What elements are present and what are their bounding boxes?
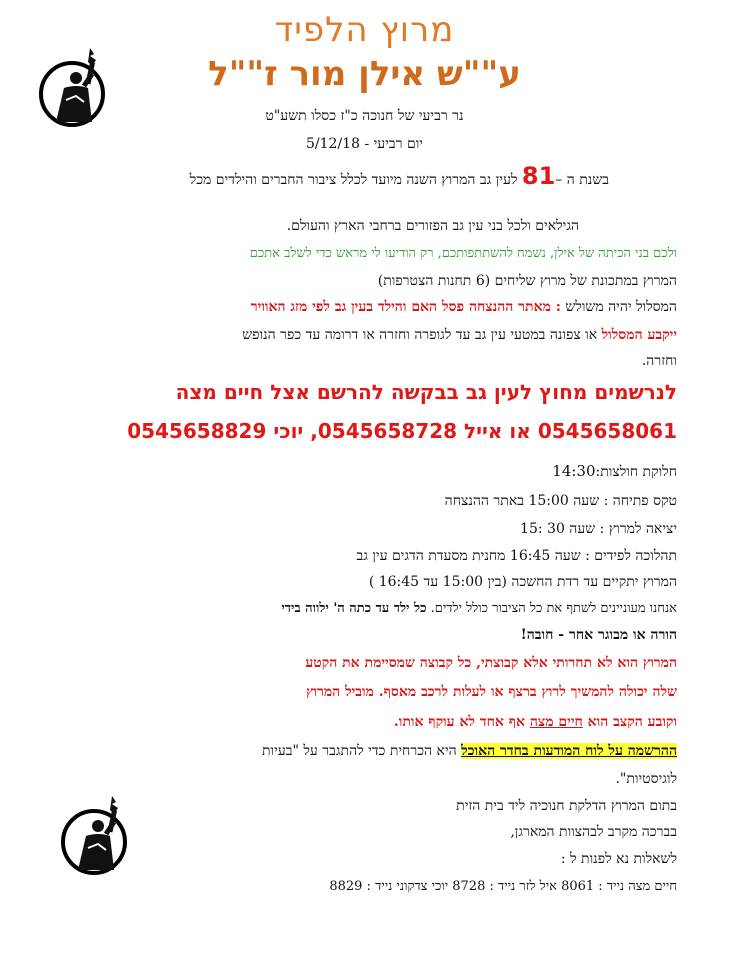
route-line3: [22, 327, 677, 344]
closing-line2: בברכה מקרב לבהצוות המארגן,: [510, 824, 677, 840]
notes-line1-bold: כל ילד עד כתה ה' ילווה בידי: [281, 601, 427, 616]
schedule-parade: תהלוכה לפידים : שעה 16:45 מחנית מסעדת הדגים עין גב: [356, 548, 677, 564]
notes-red3-end: אף אחד לא עוקף אותו.: [393, 714, 525, 730]
closing-line3: לשאלות נא לפנות ל :: [560, 851, 677, 867]
title-line1: מרוץ הלפיד: [274, 10, 455, 50]
route-line1: המרוץ במתכונת של מרוץ שליחים (6 תחנות הצטרפות): [377, 273, 677, 289]
intro-line2: הגילאים ולכל בני עין גב הפזורים ברחבי הארץ והעולם.: [286, 218, 579, 234]
notes-red2: שלה יכולה להמשיך לרוץ ברצף או לעלות לרכב מאסף. מוביל המרוץ: [306, 684, 677, 700]
schedule-opening: טקס פתיחה : שעה 15:00 באתר ההנצחה: [444, 493, 677, 509]
closing-contacts: חיים מצה נייד : 8061 איל לזר נייד : 8728 יוכי צדקוני נייד : 8829: [329, 879, 677, 894]
notes-red3-start: וקובע הקצב הוא: [587, 714, 677, 730]
schedule-departure: יציאה למרוץ : שעה 30 :15: [520, 521, 677, 537]
route-line2: [22, 299, 677, 316]
shirts-label: חלוקת חולצות:: [595, 464, 677, 480]
intro-line1: [22, 162, 609, 190]
registration-line2: 0545658061 או אייל 0545658728, יוכי 0545658829: [127, 419, 677, 443]
notes-red1: המרוץ הוא לא תחרותי אלא קבוצתי, כל קבוצה שמסיימת את הקטע: [305, 655, 677, 671]
notes-line2: הורה או מבוגר אחר - חובה!: [520, 627, 677, 643]
date-line: [0, 136, 729, 153]
schedule-shirts: [22, 462, 677, 481]
intro-prefix: בשנת ה –: [555, 172, 609, 188]
signup-highlight: ההרשמה על לוח המודעות בחדר האוכל: [461, 743, 677, 759]
route-line4: וחזרה.: [641, 353, 677, 369]
shirts-time: 14:30: [552, 462, 596, 480]
intro-line1-rest: לעין גב המרוץ השנה מיועד לכלל ציבור החברים והילדים מכל: [189, 172, 518, 188]
title-line2: ע""ש אילן מור ז""ל: [208, 54, 521, 94]
registration-line1: לנרשמים מחוץ לעין גב בבקשה להרשם אצל חיים מצה: [175, 380, 677, 404]
date-hebrew: נר רביעי של חנוכה כ"ז כסלו תשע"ט: [265, 108, 464, 124]
notes-red3: [22, 714, 677, 731]
notes-line1-start: אנחנו מעוניינים לשתף את כל הציבור כולל ילדים.: [430, 601, 677, 616]
route-line2-start: המסלול יהיה משולש: [565, 299, 677, 315]
route-line3-red: ייקבע המסלול: [601, 327, 677, 343]
closing-line1: בתום המרוץ הדלקת חנוכיה ליד בית הזית: [456, 798, 677, 814]
intro-number: 81: [521, 162, 556, 190]
intro-line3: ולכם בני הכיתה של אילן, נשמח להשתתפותכם, רק הודיעו לי מראש כדי לשלב אתכם: [249, 246, 677, 261]
notes-line1: [90, 600, 677, 616]
route-line2-red: : מאתר ההנצחה פסל האם והילד בעין גב לפי מזג האוויר: [250, 299, 561, 315]
day: יום רביעי -: [364, 136, 423, 152]
notes-red3-name: חיים מצה: [529, 714, 583, 730]
signup-line2: לוגיסטיות".: [615, 771, 677, 787]
signup-rest: היא הכרחית כדי להתגבר על "בעיות: [262, 743, 457, 759]
route-line3-rest: או צפונה במטעי עין גב עד לגופרה וחזרה או דרומה עד כפר הנופש: [242, 327, 598, 343]
date: 5/12/18: [306, 136, 360, 152]
schedule-runners: המרוץ יתקיים עד רדת החשכה (בין 15:00 עד 16:45 ): [368, 574, 677, 590]
signup-line1: [22, 743, 677, 760]
